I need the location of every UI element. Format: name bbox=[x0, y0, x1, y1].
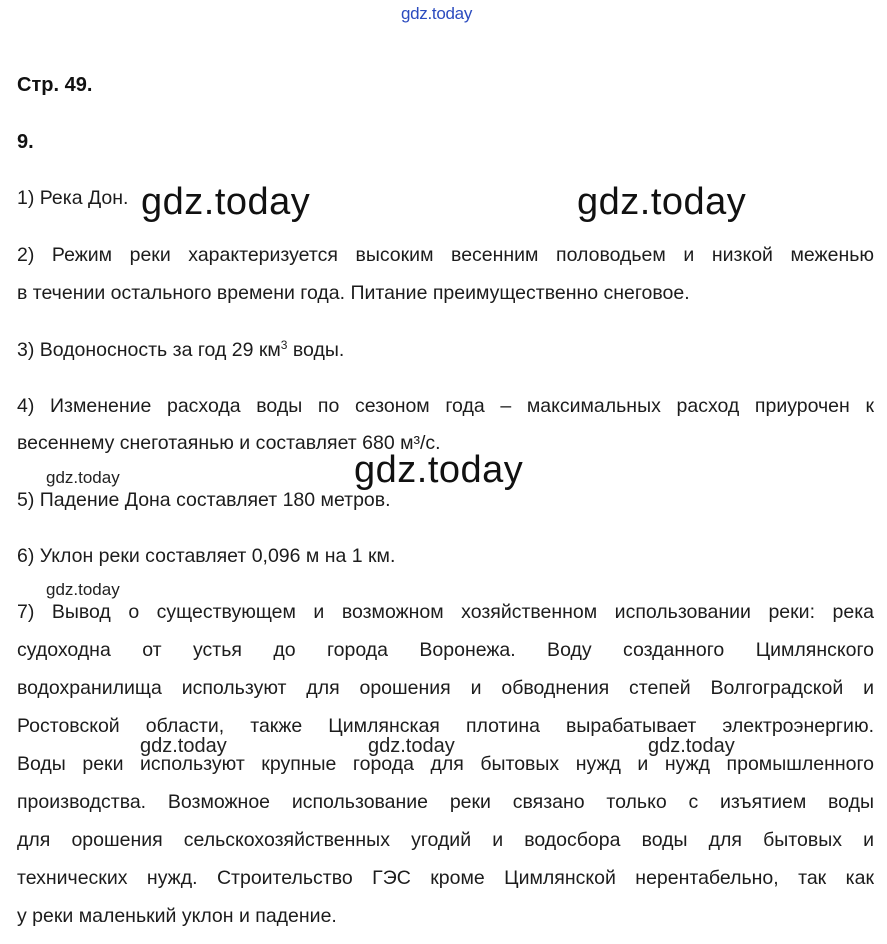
answer-7-line-5: Воды реки используют крупные города для бытовых нужд и нужд промышленного bbox=[17, 753, 874, 775]
answer-2-line-2: в течении остального времени года. Питание преимущественно снеговое. bbox=[17, 282, 690, 304]
answer-5: 5) Падение Дона составляет 180 метров. bbox=[17, 489, 391, 511]
answer-7-line-8: технических нужд. Строительство ГЭС кроме Цимлянской нерентабельно, так как bbox=[17, 867, 874, 889]
watermark-medium: gdz.today bbox=[368, 735, 455, 757]
site-header[interactable]: gdz.today bbox=[401, 4, 473, 23]
watermark-medium: gdz.today bbox=[648, 735, 735, 757]
watermark-small: gdz.today bbox=[46, 468, 120, 487]
answer-7-line-7: для орошения сельскохозяйственных угодий и водосбора воды для бытовых и bbox=[17, 829, 874, 851]
answer-7-line-4: Ростовской области, также Цимлянская плотина вырабатывает электроэнергию. bbox=[17, 715, 874, 737]
answer-3-tail: воды. bbox=[287, 339, 345, 361]
answer-2-line-1: 2) Режим реки характеризуется высоким весенним половодьем и низкой меженью bbox=[17, 244, 874, 266]
answer-7-line-1: 7) Вывод о существующем и возможном хозяйственном использовании реки: река bbox=[17, 601, 874, 623]
answer-6: 6) Уклон реки составляет 0,096 м на 1 км. bbox=[17, 545, 396, 567]
page-label: Стр. 49. bbox=[17, 74, 93, 96]
watermark-medium: gdz.today bbox=[140, 735, 227, 757]
watermark-large: gdz.today bbox=[141, 181, 311, 223]
answer-7-line-2: судоходна от устья до города Воронежа. Воду созданного Цимлянского bbox=[17, 639, 874, 661]
answer-7-line-6: производства. Возможное использование реки связано только с изъятием воды bbox=[17, 791, 874, 813]
answer-4-line-2: весеннему снеготаянью и составляет 680 м³/с. bbox=[17, 432, 441, 454]
answer-7-line-3: водохранилища используют для орошения и обводнения степей Волгоградской и bbox=[17, 677, 874, 699]
answer-3-superscript: 3 bbox=[280, 338, 288, 352]
task-number: 9. bbox=[17, 131, 34, 153]
watermark-small: gdz.today bbox=[46, 580, 120, 599]
watermark-large: gdz.today bbox=[354, 449, 524, 491]
answer-3-text: 3) Водоносность за год 29 км bbox=[17, 339, 281, 361]
watermark-large: gdz.today bbox=[577, 181, 747, 223]
answer-4-line-1: 4) Изменение расхода воды по сезоном года – максимальных расход приурочен к bbox=[17, 395, 874, 417]
answer-1: 1) Река Дон. bbox=[17, 187, 129, 209]
answer-3 bbox=[17, 339, 344, 361]
answer-7-line-9: у реки маленький уклон и падение. bbox=[17, 905, 337, 927]
